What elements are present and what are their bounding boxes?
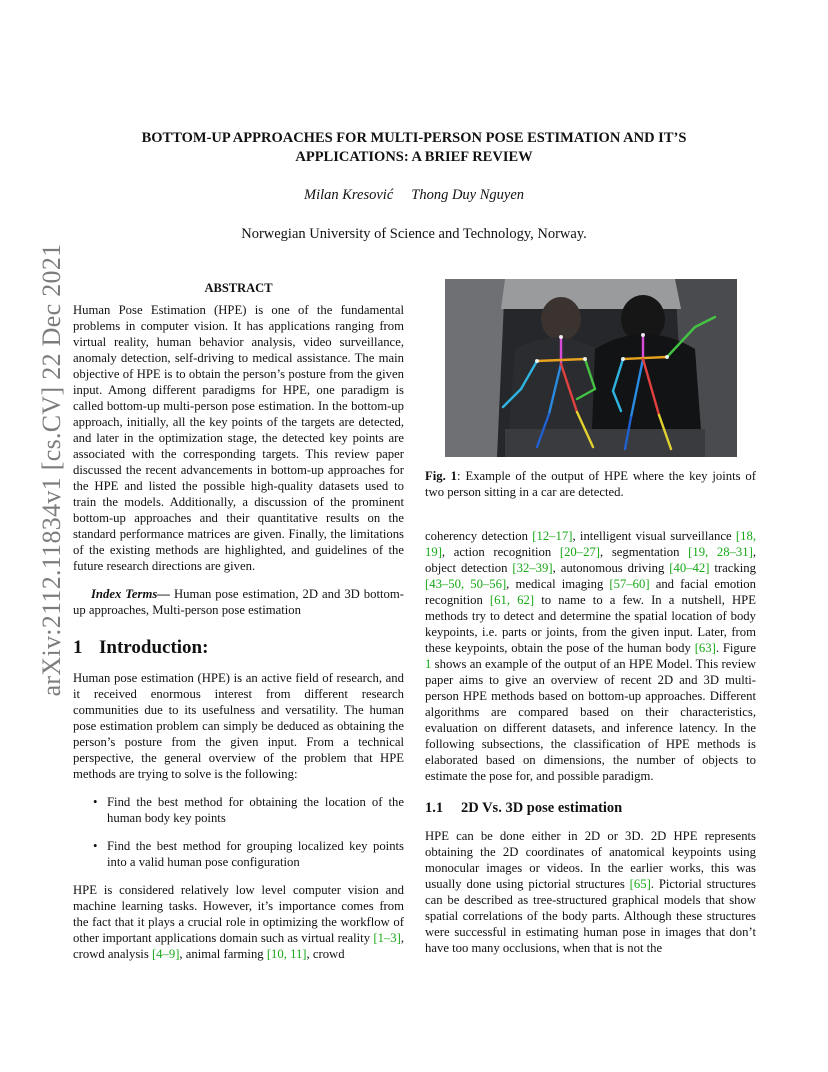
citation-link[interactable]: [19, 28–31] xyxy=(688,545,753,559)
citation-link[interactable]: [12–17] xyxy=(532,529,573,543)
text-run: tracking xyxy=(709,561,756,575)
subsection-number: 1.1 xyxy=(425,800,444,816)
text-run: , animal farming xyxy=(179,947,267,961)
citation-link[interactable]: [61, 62] xyxy=(489,593,535,607)
citation-link[interactable]: [43–50, 50–56] xyxy=(425,577,507,591)
text-run: , autonomous driving xyxy=(552,561,670,575)
text-run: , crowd xyxy=(306,947,345,961)
abstract-text: Human Pose Estimation (HPE) is one of the fundamental problems in computer vision. It has applications ranging from virtual reality, human behavior analysis, video surveillance, anomaly detection, self-driving to medical assistance. The main objective of HPE is to obtain the person’s posture from the given input. Among different paradigms for HPE, one paradigm is called bottom-up multi-person pose estimation. In the bottom-up approach, initially, all the key points of the targets are detected, and later in the optimization stage, the detected key points are associated with the corresponding targets. This review paper discussed the recent advancements in bottom-up approaches for the HPE and listed the possible high-quality datasets used to train the models. Additionally, a discussion of the prominent bottom-up approaches and their quantitative results on the standard performance matrices are given. Finally, the limitations of the existing methods are highlighted, and guidelines of the future research directions are given. xyxy=(73,303,404,573)
citation-link[interactable]: [18, 19] xyxy=(425,529,756,559)
intro-paragraph-2 xyxy=(73,882,404,962)
title-line-2: APPLICATIONS: A BRIEF REVIEW xyxy=(295,149,533,165)
text-run: . Figure xyxy=(715,641,756,655)
index-terms xyxy=(73,586,404,618)
arxiv-identifier: arXiv:2112.11834v1 [cs.CV] 22 Dec 2021 xyxy=(37,243,66,697)
text-run: , medical imaging xyxy=(506,577,610,591)
bullet-list xyxy=(73,794,404,870)
paper-title xyxy=(80,129,748,167)
citation-link[interactable]: [20–27] xyxy=(559,545,601,559)
text-run: , object detection xyxy=(425,545,756,575)
figure-1-image xyxy=(445,279,737,457)
authors xyxy=(80,187,748,204)
right-column xyxy=(425,528,756,956)
text-run: coherency detection xyxy=(425,529,533,543)
figure-ref-link[interactable]: 1 xyxy=(425,657,432,671)
section-number: 1 xyxy=(73,637,83,658)
citation-link[interactable]: [10, 11] xyxy=(266,947,307,961)
figure-caption-text: : Example of the output of HPE where the key joints of two person sitting in a car are detected. xyxy=(425,469,757,499)
right-paragraph-1 xyxy=(425,528,756,784)
subsection-heading xyxy=(425,800,756,816)
text-run: HPE is considered relatively low level computer vision and machine learning tasks. However, it’s importance comes from the fact that it plays a crucial role in optimizing the workflow of other important applications domain such as virtual reality xyxy=(73,883,404,945)
citation-link[interactable]: [63] xyxy=(694,641,716,655)
bullet-item: • Find the best method for obtaining the location of the human body key points xyxy=(73,794,404,826)
text-run: to name to a few. In a nutshell, HPE methods try to detect and determine the spatial location of body keypoints, i.e. parts or joints, from the given input. Later, from these keypoints, obtain the pose of the human body xyxy=(425,593,756,655)
index-terms-label: Index Terms— xyxy=(91,587,170,601)
citation-link[interactable]: [1–3] xyxy=(373,931,401,945)
bullet-item: • Find the best method for grouping localized key points into a valid human pose configuration xyxy=(73,838,404,870)
text-run: , crowd analysis xyxy=(73,931,404,961)
author-1: Milan Kresović xyxy=(303,187,394,203)
intro-paragraph-1: Human pose estimation (HPE) is an active field of research, and it received enormous interest from different research communities due to its usefulness and versatility. The human pose estimation problem can simply be deduced as obtaining the person’s posture from the given input. From a technical perspective, the general overview of the problem that HPE methods are trying to solve is the following: xyxy=(73,671,404,781)
figure-label: Fig. 1 xyxy=(425,469,458,483)
abstract-heading: ABSTRACT xyxy=(204,281,273,295)
citation-link[interactable]: [65] xyxy=(629,877,651,891)
text-run: and facial emotion recognition xyxy=(425,577,756,607)
citation-link[interactable]: [40–42] xyxy=(669,561,710,575)
text-run: HPE can be done either in 2D or 3D. 2D HPE represents obtaining the 2D coordinates of anatomical keypoints using monocular images or videos. In the earlier works, this was usually done using pictorial structures xyxy=(425,829,756,891)
affiliation: Norwegian University of Science and Technology, Norway. xyxy=(241,226,587,242)
left-column xyxy=(73,280,404,962)
right-paragraph-2 xyxy=(425,828,756,956)
title-line-1: BOTTOM-UP APPROACHES FOR MULTI-PERSON POSE ESTIMATION AND IT’S xyxy=(141,130,687,146)
car-interior-pose-photo xyxy=(445,279,737,457)
text-run: , intelligent visual surveillance xyxy=(572,529,736,543)
text-run: , segmentation xyxy=(600,545,689,559)
section-heading-introduction xyxy=(73,637,404,658)
author-2: Thong Duy Nguyen xyxy=(411,187,525,203)
citation-link[interactable]: [32–39] xyxy=(512,561,553,575)
text-run: . Pictorial structures can be described as tree-structured graphical models that show spatial correlations of the body parts. Although these structures were successful in estimating human pose in images that don’t have too many occlusions, when that is not the xyxy=(425,877,756,955)
text-run: shows an example of the output of an HPE Model. This review paper aims to give an overview of recent 2D and 3D multi-person HPE methods based on bottom-up approaches. Different algorithms are compared based on their characteristics, evaluation on different datasets, and inference latency. In the following subsections, the classification of HPE methods is elaborated based on dimensions, the number of objects to estimate the pose for, and possible paradigm. xyxy=(425,657,756,783)
index-terms-text: Human pose estimation, 2D and 3D bottom-up approaches, Multi-person pose estimation xyxy=(73,587,404,617)
citation-link[interactable]: [4–9] xyxy=(151,947,180,961)
subsection-title: 2D Vs. 3D pose estimation xyxy=(461,800,623,816)
text-run: , action recognition xyxy=(441,545,560,559)
figure-caption xyxy=(425,468,756,500)
citation-link[interactable]: [57–60] xyxy=(609,577,650,591)
section-title: Introduction: xyxy=(99,637,209,658)
